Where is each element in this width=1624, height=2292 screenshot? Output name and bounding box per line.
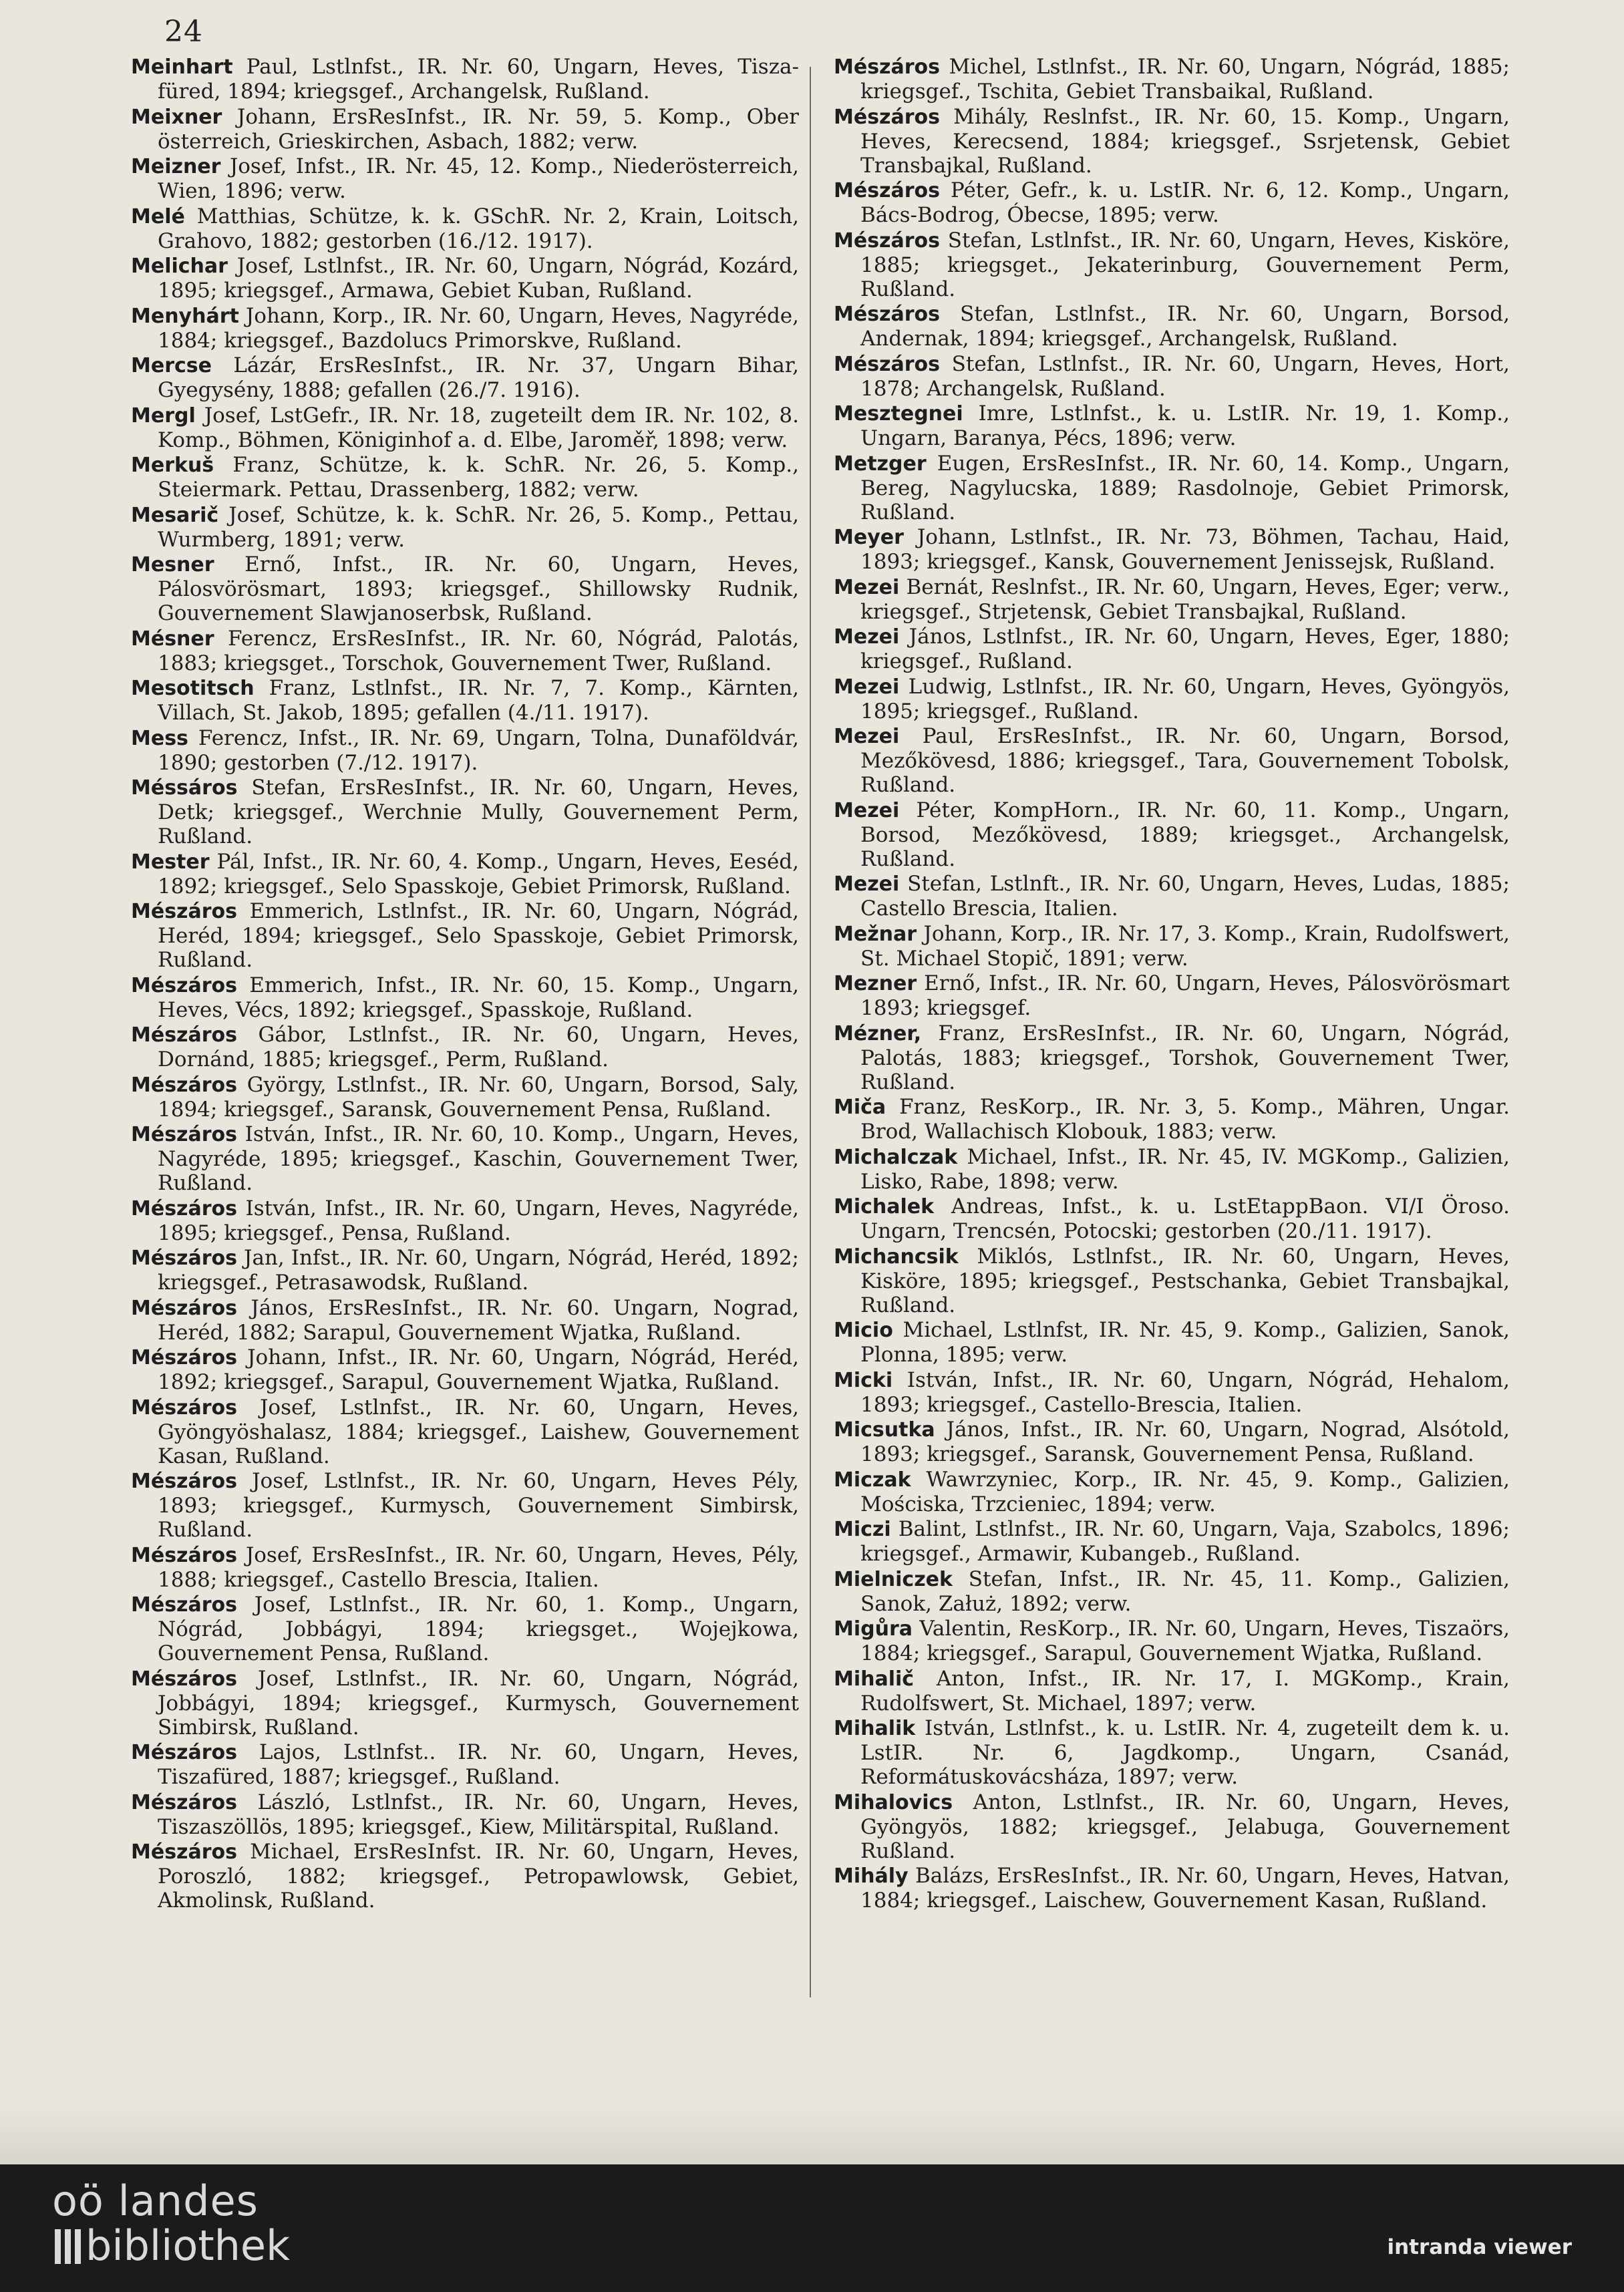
register-entry (834, 872, 1510, 921)
register-entry (834, 1021, 1510, 1094)
entry-surname: Mészáros (131, 1196, 238, 1220)
entry-details: Josef, Lstlnfst., IR. Nr. 60, Ungarn, Heves, Gyöngyöshalasz, 1884; kriegsgef., Laishew, Gouvernement Kasan, Rußland. (158, 1395, 799, 1468)
entry-details: György, Lstlnfst., IR. Nr. 60, Ungarn, Borsod, Saly, 1894; kriegsgef., Saransk, Gouvernement Pensa, Rußland. (158, 1072, 799, 1122)
entry-surname: Mészáros (131, 1593, 238, 1617)
entry-surname: Mészáros (131, 1073, 238, 1097)
register-entry (131, 1246, 799, 1295)
register-entry (131, 304, 799, 353)
entry-surname: Mészáros (131, 1396, 238, 1420)
entry-surname: Melichar (131, 255, 228, 278)
entry-surname: Migůra (834, 1617, 913, 1641)
register-entry (834, 401, 1510, 450)
entry-surname: Mezei (834, 625, 900, 649)
entry-details: Ernő, Infst., IR. Nr. 60, Ungarn, Heves, Pálosvörösmart, 1893; kriegsgef., Shillowsky Rudnik, Gouvernement Slawjanoserbsk, Rußland. (158, 552, 799, 625)
entry-surname: Mežnar (834, 922, 917, 946)
entry-surname: Mezei (834, 575, 900, 599)
entry-details: Michel, Lstlnfst., IR. Nr. 60, Ungarn, Nógrád, 1885; kriegsgef., Tschita, Gebiet Transbaikal, Rußland. (860, 55, 1510, 104)
entry-details: Michael, Lstlnfst, IR. Nr. 45, 9. Komp., Galizien, Sanok, Plonna, 1895; verw. (860, 1318, 1510, 1367)
register-entry (834, 724, 1510, 797)
entry-surname: Mészáros (131, 973, 238, 997)
entry-surname: Mészáros (131, 1667, 238, 1691)
entry-details: Ernő, Infst., IR. Nr. 60, Ungarn, Heves, Pálosvörösmart 1893; kriegsgef. (860, 971, 1510, 1020)
entry-surname: Mészáros (834, 105, 941, 129)
entry-details: Emmerich, Lstlnfst., IR. Nr. 60, Ungarn, Nógrád, Heréd, 1894; kriegsgef., Selo Spasskoje, Gebiet Primorsk, Rußland. (158, 899, 799, 972)
entry-details: Wawrzyniec, Korp., IR. Nr. 45, 9. Komp., Galizien, Mościska, Trzcieniec, 1894; verw. (860, 1467, 1510, 1516)
entry-surname: Mészáros (131, 1470, 238, 1493)
entry-details: Josef, Lstlnfst., IR. Nr. 60, 1. Komp., Ungarn, Nógrád, Jobbágyi, 1894; kriegsget., Wojejkowa, Gouvernement Pensa, Rußland. (158, 1593, 799, 1665)
register-entry (834, 352, 1510, 401)
register-entry (834, 1245, 1510, 1317)
register-entry (131, 726, 799, 775)
entry-details: Andreas, Infst., k. u. LstEtappBaon. VI/I Öroso. Ungarn, Trencsén, Potocski; gestorben (20./11. 1917). (860, 1194, 1510, 1243)
entry-details: János, Lstlnfst., IR. Nr. 60, Ungarn, Heves, Eger, 1880; kriegsgef., Rußland. (860, 625, 1510, 673)
register-entry (834, 922, 1510, 971)
entry-surname: Méssáros (131, 776, 238, 800)
entry-details: István, Infst., IR. Nr. 60, 10. Komp., Ungarn, Heves, Nagyréde, 1895; kriegsgef., Kaschin, Gouvernement Twer, Rußland. (158, 1122, 799, 1195)
entry-details: Franz, ErsResInfst., IR. Nr. 60, Ungarn, Nógrád, Palotás, 1883; kriegsgef., Torshok, Gouvernement Twer, Rußland. (860, 1021, 1510, 1094)
entry-surname: Mesner (131, 553, 214, 577)
entry-surname: Mészáros (131, 1123, 238, 1146)
entry-details: Balint, Lstlnfst., IR. Nr. 60, Ungarn, Vaja, Szabolcs, 1896; kriegsgef., Armawir, Kubangeb., Rußland. (860, 1517, 1510, 1566)
entry-details: Josef, Lstlnfst., IR. Nr. 60, Ungarn, Nógrád, Kozárd, 1895; kriegsgef., Armawa, Gebiet Kuban, Rußland. (158, 254, 799, 303)
register-entry (131, 1543, 799, 1592)
entry-surname: Mészáros (834, 179, 941, 202)
entry-details: Ludwig, Lstlnfst., IR. Nr. 60, Ungarn, Heves, Gyöngyös, 1895; kriegsgef., Rußland. (860, 674, 1510, 723)
library-logo-line1[interactable]: oö landes (52, 2176, 259, 2225)
entry-details: Mihály, Reslnfst., IR. Nr. 60, 15. Komp., Ungarn, Heves, Kerecsend, 1884; kriegsgef., Ssrjetensk, Gebiet Transbajkal, Rußland. (860, 104, 1510, 178)
column-divider (810, 67, 811, 1997)
library-logo-icon (55, 2229, 82, 2264)
entry-surname: Mészáros (131, 1247, 238, 1270)
register-entry (131, 55, 799, 104)
entry-details: Franz, ResKorp., IR. Nr. 3, 5. Komp., Mähren, Ungar. Brod, Wallachisch Klobouk, 1883; verw. (860, 1095, 1510, 1144)
register-entry (131, 1469, 799, 1542)
entry-details: Miklós, Lstlnfst., IR. Nr. 60, Ungarn, Heves, Kisköre, 1895; kriegsgef., Pestschanka, Gebiet Transbajkal, Rußland. (860, 1244, 1510, 1317)
entry-details: Pál, Infst., IR. Nr. 60, 4. Komp., Ungarn, Heves, Eeséd, 1892; kriegsgef., Selo Spasskoje, Gebiet Primorsk, Rußland. (158, 849, 799, 898)
entry-surname: Mészáros (131, 1741, 238, 1764)
entry-surname: Mihalič (834, 1667, 915, 1691)
entry-details: Josef, Schütze, k. k. SchR. Nr. 26, 5. Komp., Pettau, Wurmberg, 1891; verw. (158, 502, 799, 552)
entry-surname: Meyer (834, 526, 904, 549)
register-entry (834, 55, 1510, 104)
entry-details: Stefan, Lstlnfst., IR. Nr. 60, Ungarn, Heves, Hort, 1878; Archangelsk, Rußland. (860, 351, 1510, 401)
entry-surname: Michalek (834, 1195, 935, 1218)
register-entry (834, 302, 1510, 351)
entry-surname: Micio (834, 1319, 893, 1342)
register-entry (131, 403, 799, 452)
register-entry (131, 1345, 799, 1394)
entry-details: Stefan, Infst., IR. Nr. 45, 11. Komp., Galizien, Sanok, Załuż, 1892; verw. (860, 1567, 1510, 1616)
register-entry (834, 1318, 1510, 1367)
entry-surname: Mercse (131, 354, 212, 377)
page-number: 24 (164, 15, 203, 49)
entry-surname: Mihalovics (834, 1790, 953, 1814)
page-bottom-edge (0, 2104, 1624, 2164)
register-entry (131, 1593, 799, 1665)
register-entry (834, 625, 1510, 673)
library-logo-text: bibliothek (86, 2221, 290, 2270)
entry-surname: Mesotitsch (131, 677, 255, 700)
register-entry (131, 1196, 799, 1245)
register-entry (834, 1418, 1510, 1466)
entry-details: János, Infst., IR. Nr. 60, Ungarn, Nograd, Alsótold, 1893; kriegsgef., Saransk, Gouvernement Pensa, Rußland. (860, 1418, 1510, 1466)
register-entry (834, 178, 1510, 227)
entry-surname: Mészáros (834, 228, 941, 253)
entry-details: Valentin, ResKorp., IR. Nr. 60, Ungarn, Heves, Tiszaörs, 1884; kriegsgef., Sarapul, Gouvernement Wjatka, Rußland. (860, 1617, 1510, 1665)
entry-details: Matthias, Schütze, k. k. GSchR. Nr. 2, Krain, Loitsch, Grahovo, 1882; gestorben (16./12. 1917). (158, 204, 799, 253)
library-logo-line2[interactable] (55, 2221, 290, 2270)
register-entry (834, 1864, 1510, 1913)
register-entry (834, 1468, 1510, 1516)
entry-details: Anton, Infst., IR. Nr. 17, I. MGKomp., Krain, Rudolfswert, St. Michael, 1897; verw. (860, 1666, 1510, 1715)
entry-surname: Mészáros (834, 352, 941, 376)
register-entry (834, 452, 1510, 524)
entry-surname: Mészáros (834, 303, 941, 326)
entry-details: Josef, Lstlnfst., IR. Nr. 60, Ungarn, Nógrád, Jobbágyi, 1894; kriegsgef., Kurmysch, Gouvernement Simbirsk, Rußland. (158, 1666, 799, 1740)
entry-details: János, ErsResInfst., IR. Nr. 60. Ungarn, Nograd, Heréd, 1882; Sarapul, Gouvernement Wjatka, Rußland. (158, 1295, 799, 1345)
entry-details: Péter, KompHorn., IR. Nr. 60, 11. Komp., Ungarn, Borsod, Mezőkövesd, 1889; kriegsget., Archangelsk, Rußland. (860, 798, 1510, 871)
entry-surname: Mészáros (131, 1543, 238, 1567)
register-entry (834, 1194, 1510, 1243)
entry-details: Johann, Korp., IR. Nr. 60, Ungarn, Heves, Nagyréde, 1884; kriegsgef., Bazdolucs Primorskve, Rußland. (158, 303, 799, 353)
entry-details: Stefan, Lstlnfst., IR. Nr. 60, Ungarn, Borsod, Andernak, 1894; kriegsgef., Archangelsk, Rußland. (860, 302, 1510, 351)
entry-surname: Miczi (834, 1518, 891, 1541)
register-entry (131, 1396, 799, 1468)
register-entry (131, 154, 799, 203)
entry-surname: Meinhart (131, 55, 233, 79)
entry-surname: Melé (131, 204, 185, 228)
entry-details: Franz, Schütze, k. k. SchR. Nr. 26, 5. Komp., Steiermark. Pettau, Drassenberg, 1882; verw. (158, 453, 799, 502)
entry-surname: Miczak (834, 1468, 911, 1492)
entry-details: Josef, Lstlnfst., IR. Nr. 60, Ungarn, Heves Pély, 1893; kriegsgef., Kurmysch, Gouvernement Simbirsk, Rußland. (158, 1469, 799, 1542)
register-entry (834, 798, 1510, 871)
entry-details: Franz, Lstlnfst., IR. Nr. 7, 7. Komp., Kärnten, Villach, St. Jakob, 1895; gefallen (4./11. 1917). (158, 676, 799, 725)
entry-details: Johann, Korp., IR. Nr. 17, 3. Komp., Krain, Rudolfswert, St. Michael Stopič, 1891; verw. (860, 921, 1510, 971)
register-entry (131, 353, 799, 402)
entry-surname: Mihály (834, 1864, 909, 1888)
entry-details: Stefan, Lstlnft., IR. Nr. 60, Ungarn, Heves, Ludas, 1885; Castello Brescia, Italien. (860, 872, 1510, 921)
register-entry (834, 1716, 1510, 1789)
register-entry (131, 899, 799, 972)
register-entry (131, 1667, 799, 1740)
register-entry (131, 204, 799, 253)
entry-details: Johann, Infst., IR. Nr. 60, Ungarn, Nógrád, Heréd, 1892; kriegsgef., Sarapul, Gouvernement Wjatka, Rußland. (158, 1345, 799, 1394)
register-entry (131, 453, 799, 502)
entry-surname: Mezner (834, 972, 917, 995)
entry-surname: Mielniczek (834, 1567, 953, 1591)
entry-surname: Micsutka (834, 1418, 935, 1442)
entry-details: István, Infst., IR. Nr. 60, Ungarn, Nógrád, Hehalom, 1893; kriegsgef., Castello-Brescia, Italien. (860, 1367, 1510, 1417)
register-entry (834, 1790, 1510, 1863)
register-entry (131, 1073, 799, 1122)
entry-details: Imre, Lstlnfst., k. u. LstIR. Nr. 19, 1. Komp., Ungarn, Baranya, Pécs, 1896; verw. (860, 401, 1510, 450)
register-entry (834, 525, 1510, 574)
entry-surname: Mess (131, 726, 188, 750)
entry-details: Ferencz, ErsResInfst., IR. Nr. 60, Nógrád, Palotás, 1883; kriegsget., Torschok, Gouvernement Twer, Rußland. (158, 626, 799, 675)
entry-details: Ferencz, Infst., IR. Nr. 69, Ungarn, Tolna, Dunaföldvár, 1890; gestorben (7./12. 1917). (158, 725, 799, 775)
register-entry (834, 1368, 1510, 1417)
register-entry (834, 575, 1510, 624)
register-entry (131, 627, 799, 675)
entry-surname: Metzger (834, 452, 927, 476)
entry-surname: Mester (131, 850, 210, 874)
register-entry (131, 850, 799, 898)
left-column (131, 55, 799, 1914)
register-entry (131, 1122, 799, 1195)
entry-surname: Mészáros (131, 1023, 238, 1047)
entry-details: István, Infst., IR. Nr. 60, Ungarn, Heves, Nagyréde, 1895; kriegsgef., Pensa, Rußland. (158, 1196, 799, 1245)
register-entry (131, 1023, 799, 1072)
entry-details: Josef, ErsResInfst., IR. Nr. 60, Ungarn, Heves, Pély, 1888; kriegsgef., Castello Brescia, Italien. (158, 1542, 799, 1592)
entry-details: Lázár, ErsResInfst., IR. Nr. 37, Ungarn Bihar, Gyegysény, 1888; gefallen (26./7. 1916). (158, 353, 799, 402)
entry-details: Josef, Infst., IR. Nr. 45, 12. Komp., Niederösterreich, Wien, 1896; verw. (158, 154, 799, 203)
entry-surname: Mihalik (834, 1717, 916, 1740)
register-entry (834, 971, 1510, 1020)
entry-details: István, Lstlnfst., k. u. LstIR. Nr. 4, zugeteilt dem k. u. LstIR. Nr. 6, Jagdkomp., Ungarn, Csanád, Reformátuskovácsháza, 1897; verw. (860, 1716, 1510, 1789)
entry-details: László, Lstlnfst., IR. Nr. 60, Ungarn, Heves, Tiszaszöllös, 1895; kriegsgef., Kiew, Militärspital, Rußland. (158, 1790, 799, 1839)
entry-surname: Miča (834, 1096, 886, 1119)
register-entry (834, 1095, 1510, 1144)
entry-surname: Mésner (131, 627, 214, 651)
entry-details: Bernát, Reslnfst., IR. Nr. 60, Ungarn, Heves, Eger; verw., kriegsgef., Strjetensk, Gebiet Transbajkal, Rußland. (860, 575, 1510, 624)
entry-details: Lajos, Lstlnfst.. IR. Nr. 60, Ungarn, Heves, Tiszafüred, 1887; kriegsgef., Rußland. (158, 1740, 799, 1789)
register-entry (131, 105, 799, 154)
entry-surname: Meixner (131, 105, 222, 129)
right-column (834, 55, 1510, 1914)
entry-surname: Michalczak (834, 1145, 958, 1169)
register-entry (834, 675, 1510, 723)
entry-surname: Mészáros (131, 1840, 238, 1864)
entry-details: Michael, Infst., IR. Nr. 45, IV. MGKomp., Galizien, Lisko, Rabe, 1898; verw. (860, 1144, 1510, 1194)
entry-details: Michael, ErsResInfst. IR. Nr. 60, Ungarn, Heves, Poroszló, 1882; kriegsgef., Petropawlowsk, Gebiet, Akmolinsk, Rußland. (158, 1840, 799, 1913)
entry-details: Jan, Infst., IR. Nr. 60, Ungarn, Nógrád, Heréd, 1892; kriegsgef., Petrasawodsk, Rußland. (158, 1246, 799, 1295)
entry-surname: Mészáros (131, 1296, 238, 1320)
entry-details: Eugen, ErsResInfst., IR. Nr. 60, 14. Komp., Ungarn, Bereg, Nagylucska, 1889; Rasdolnoje, Gebiet Primorsk, Rußland. (860, 451, 1510, 524)
register-entry (131, 776, 799, 848)
entry-details: Paul, ErsResInfst., IR. Nr. 60, Ungarn, Borsod, Mezőkövesd, 1886; kriegsgef., Tara, Gouvernement Tobolsk, Rußland. (860, 724, 1510, 797)
register-entry (834, 105, 1510, 178)
entry-surname: Micki (834, 1368, 893, 1392)
entry-details: Balázs, ErsResInfst., IR. Nr. 60, Ungarn, Heves, Hatvan, 1884; kriegsgef., Laischew, Gouvernement Kasan, Rußland. (860, 1864, 1510, 1913)
entry-surname: Mészáros (834, 55, 941, 79)
register-entry (834, 1567, 1510, 1616)
entry-surname: Mezei (834, 872, 900, 896)
entry-details: Johann, Lstlnfst., IR. Nr. 73, Böhmen, Tachau, Haid, 1893; kriegsgef., Kansk, Gouvernement Jenissejsk, Rußland. (860, 525, 1510, 574)
register-entry (131, 1840, 799, 1913)
entry-details: Josef, LstGefr., IR. Nr. 18, zugeteilt dem IR. Nr. 102, 8. Komp., Böhmen, Königinhof a. d. Elbe, Jaroměř, 1898; verw. (158, 403, 799, 452)
entry-details: Péter, Gefr., k. u. LstIR. Nr. 6, 12. Komp., Ungarn, Bács-Bodrog, Óbecse, 1895; verw. (860, 178, 1510, 227)
entry-surname: Meizner (131, 155, 221, 178)
entry-surname: Mészáros (131, 1346, 238, 1369)
entry-details: Stefan, ErsResInfst., IR. Nr. 60, Ungarn, Heves, Detk; kriegsgef., Werchnie Mully, Gouvernement Perm, Rußland. (158, 776, 799, 848)
register-entry (131, 254, 799, 303)
register-entry (834, 1617, 1510, 1665)
entry-details: Gábor, Lstlnfst., IR. Nr. 60, Ungarn, Heves, Dornánd, 1885; kriegsgef., Perm, Rußland. (158, 1023, 799, 1072)
register-entry (834, 1667, 1510, 1715)
entry-surname: Mészáros (131, 1790, 238, 1814)
entry-surname: Mézner, (834, 1021, 922, 1045)
entry-details: Johann, ErsResInfst., IR. Nr. 59, 5. Komp., Ober österreich, Grieskirchen, Asbach, 1882; verw. (158, 104, 799, 154)
entry-surname: Mesarič (131, 503, 219, 527)
entry-surname: Mészáros (131, 900, 238, 923)
register-entry (131, 552, 799, 625)
register-entry (834, 1145, 1510, 1194)
entry-details: Paul, Lstlnfst., IR. Nr. 60, Ungarn, Heves, Tisza-füred, 1894; kriegsgef., Archangelsk, Rußland. (158, 55, 799, 104)
register-entry (131, 1740, 799, 1789)
entry-surname: Mergl (131, 403, 196, 428)
register-entry (834, 228, 1510, 301)
entry-surname: Mezei (834, 725, 900, 748)
entry-surname: Merkuš (131, 454, 214, 477)
entry-details: Anton, Lstlnfst., IR. Nr. 60, Ungarn, Heves, Gyöngyös, 1882; kriegsgef., Jelabuga, Gouvernement Rußland. (860, 1790, 1510, 1863)
viewer-brand[interactable]: intranda viewer (1387, 2235, 1572, 2259)
register-entry (131, 503, 799, 552)
entry-surname: Mesztegnei (834, 402, 963, 426)
entry-surname: Menyhárt (131, 304, 239, 328)
entry-surname: Michancsik (834, 1245, 959, 1269)
register-entry (131, 1296, 799, 1345)
register-entry (131, 676, 799, 725)
register-entry (834, 1517, 1510, 1566)
entry-surname: Mezei (834, 675, 900, 699)
register-entry (131, 1790, 799, 1839)
register-entry (131, 973, 799, 1022)
entry-details: Emmerich, Infst., IR. Nr. 60, 15. Komp., Ungarn, Heves, Vécs, 1892; kriegsgef., Spasskoje, Rußland. (158, 973, 799, 1022)
entry-surname: Mezei (834, 798, 900, 822)
entry-details: Stefan, Lstlnfst., IR. Nr. 60, Ungarn, Heves, Kisköre, 1885; kriegsget., Jekaterinburg, Gouvernement Perm, Rußland. (860, 228, 1510, 301)
